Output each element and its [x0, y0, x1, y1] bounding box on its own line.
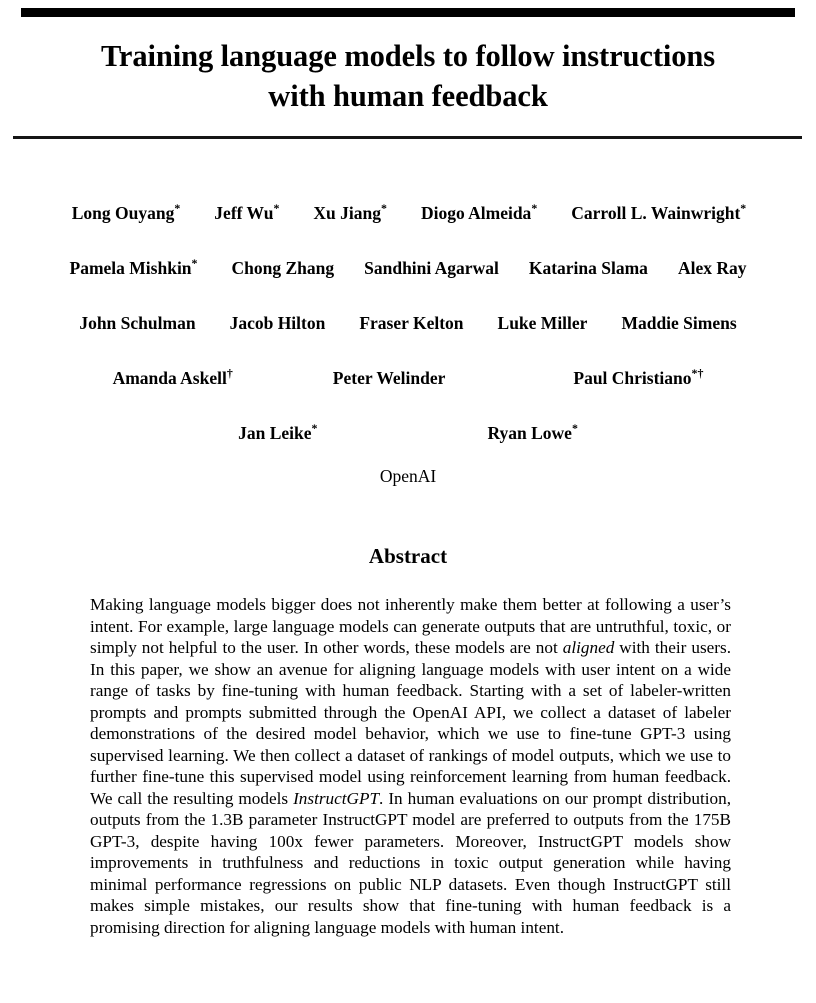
abstract-text: . In human evaluations on our prompt distribution, outputs from the 1.3B parameter InstructGPT model are preferred to outputs from the 175B GPT-3, despite having 100x fewer parameters. Moreover, InstructGPT models show improvements in truthfulness and reductions in toxic output generation while having minimal performance regressions on public NLP datasets. Even though InstructGPT still makes simple mistakes, our results show that fine-tuning with human feedback is a promising direction for aligning language models with human intent.	[90, 788, 731, 937]
author-label: Peter Welinder	[332, 368, 446, 388]
abstract-text: with their users. In this paper, we show an avenue for aligning language models with user intent on a wide range of tasks by fine-tuning with human feedback. Starting with a set of labeler-written prompts and prompts submitted through the OpenAI API, we collect a dataset of labeler demonstrations of the desired model behavior, which we use to fine-tune GPT-3 using supervised learning. We then collect a dataset of rankings of model outputs, which we use to further fine-tune this supervised model using reinforcement learning from human feedback. We call the resulting models	[90, 638, 731, 808]
author-name	[421, 186, 537, 241]
author-footnote-marker: *†	[691, 366, 704, 381]
author-row	[0, 351, 816, 406]
author-row	[0, 241, 816, 296]
title-line-1: Training language models to follow instructions	[100, 39, 716, 73]
author-label: Xu Jiang	[313, 203, 381, 223]
author-label: Jacob Hilton	[229, 313, 326, 333]
author-name	[79, 296, 195, 351]
author-name	[498, 296, 588, 351]
author-name	[313, 186, 387, 241]
author-label: John Schulman	[79, 313, 196, 333]
author-name	[678, 241, 747, 296]
author-label: Carroll L. Wainwright	[571, 203, 741, 223]
author-name	[238, 406, 317, 461]
author-label: Luke Miller	[497, 313, 588, 333]
author-label: Sandhini Agarwal	[364, 258, 499, 278]
author-footnote-marker: *	[311, 421, 318, 436]
abstract-emphasis: aligned	[562, 638, 615, 657]
title-line-2: with human feedback	[268, 79, 548, 113]
affiliation: OpenAI	[379, 466, 437, 486]
author-name	[113, 351, 233, 406]
author-label: Pamela Mishkin	[69, 258, 192, 278]
top-rule-decoration	[21, 8, 795, 17]
author-label: Alex Ray	[677, 258, 747, 278]
abstract-body	[90, 594, 731, 938]
author-name	[70, 241, 198, 296]
author-label: Jeff Wu	[214, 203, 274, 223]
author-row	[0, 406, 816, 461]
author-name	[529, 241, 648, 296]
author-label: Maddie Simens	[621, 313, 737, 333]
abstract-heading: Abstract	[368, 544, 448, 568]
author-label: Long Ouyang	[71, 203, 175, 223]
author-label: Paul Christiano	[573, 368, 692, 388]
abstract-text: Making language models bigger does not inherently make them better at following a user’s intent. For example, large language models can generate outputs that are untruthful, toxic, or simply not helpful to the user. In other words, these models are not	[90, 595, 731, 657]
author-row	[0, 296, 816, 351]
author-name	[571, 186, 746, 241]
author-label: Diogo Almeida	[420, 203, 532, 223]
page-title	[0, 36, 816, 116]
author-name	[359, 296, 463, 351]
author-label: Jan Leike	[238, 423, 312, 443]
author-name	[214, 186, 279, 241]
author-name	[573, 351, 703, 406]
author-label: Amanda Askell	[112, 368, 227, 388]
author-footnote-marker: *	[571, 421, 578, 436]
author-name	[230, 296, 326, 351]
author-footnote-marker: *	[273, 201, 280, 216]
author-row	[0, 186, 816, 241]
author-footnote-marker: †	[226, 366, 233, 381]
author-label: Fraser Kelton	[359, 313, 464, 333]
author-name	[621, 296, 736, 351]
author-footnote-marker: *	[191, 256, 198, 271]
author-name	[72, 186, 181, 241]
title-divider-rule	[13, 136, 802, 139]
author-name	[487, 406, 577, 461]
author-footnote-marker: *	[174, 201, 181, 216]
author-name	[333, 351, 446, 406]
abstract-emphasis: InstructGPT	[293, 788, 380, 808]
author-list	[0, 186, 816, 461]
author-label: Chong Zhang	[231, 258, 335, 278]
author-name	[232, 241, 335, 296]
author-footnote-marker: *	[740, 201, 747, 216]
author-footnote-marker: *	[531, 201, 538, 216]
author-name	[364, 241, 499, 296]
author-footnote-marker: *	[381, 201, 387, 216]
author-label: Katarina Slama	[528, 258, 648, 278]
author-label: Ryan Lowe	[487, 423, 572, 443]
